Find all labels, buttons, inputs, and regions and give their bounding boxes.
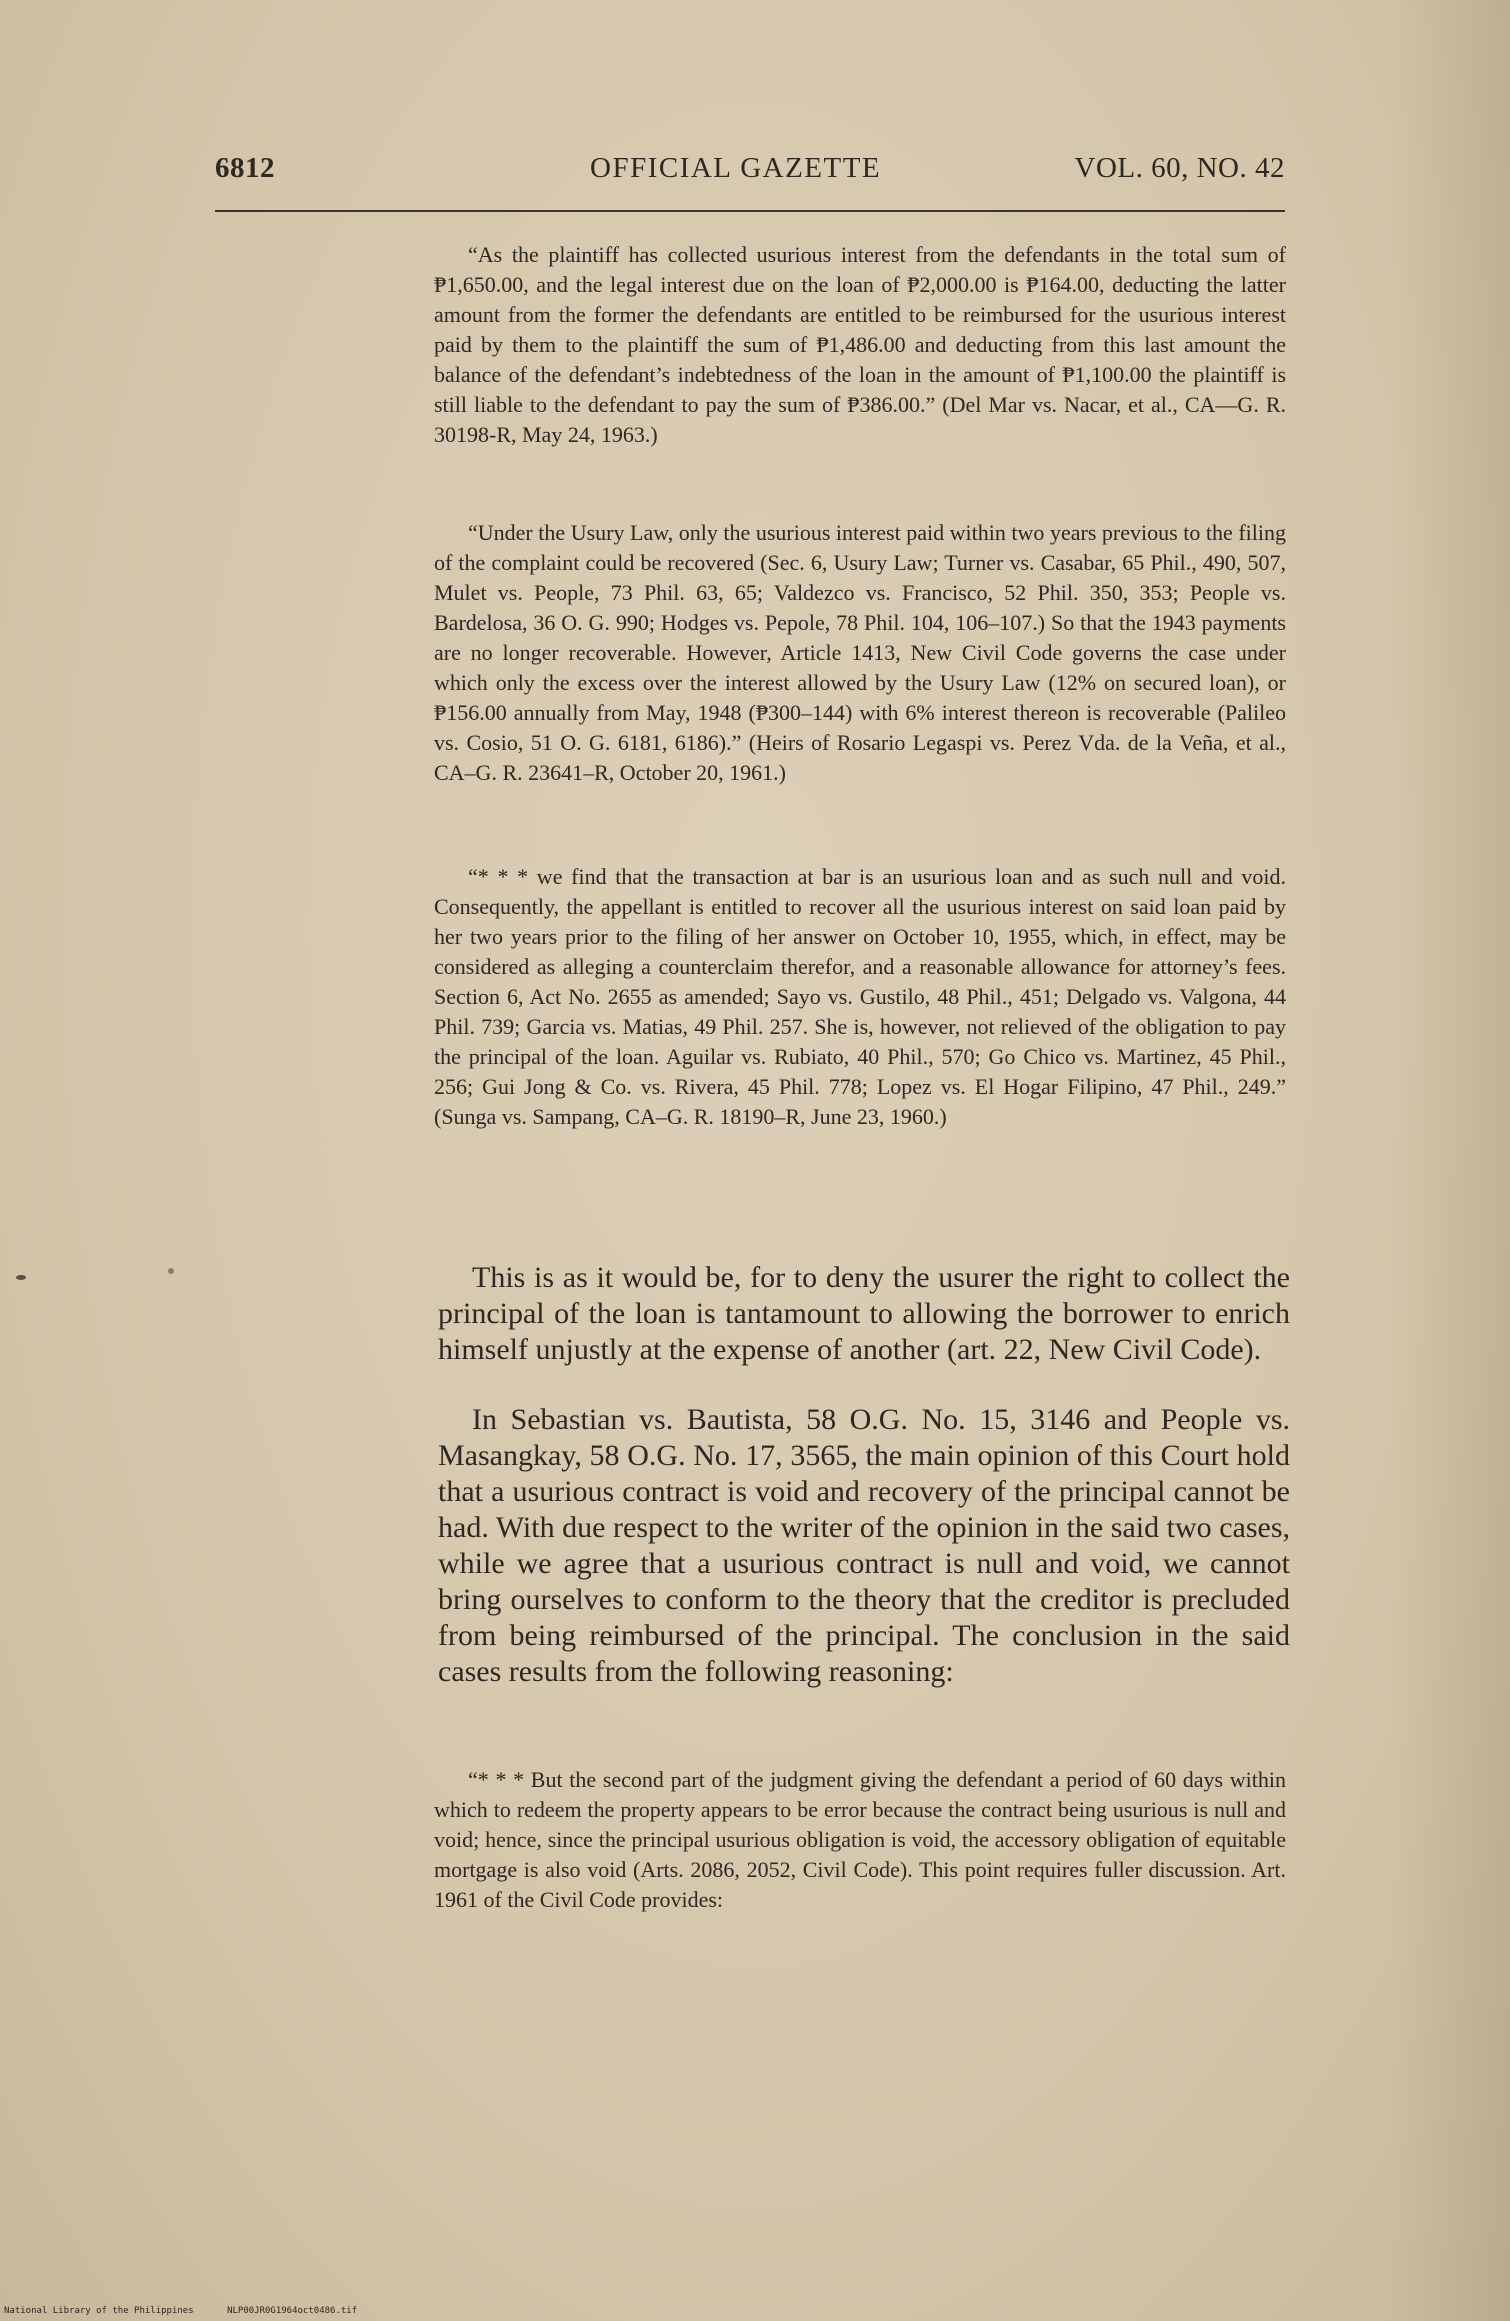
- file-identifier: NLP00JR0G1964oct0486.tif: [227, 2306, 358, 2316]
- quote-paragraph: “Under the Usury Law, only the usurious interest paid within two years previous to the filing of the complaint could be recovered (Sec. 6, Usury Law; Turner vs. Casabar, 65 Phil., 490, 507, Mulet vs. People, 73 Phil. 63, 65; Valdezco vs. Francisco, 52 Phil. 350, 353; People vs. Bardelosa, 36 O. G. 990; Hodges vs. Pepole, 78 Phil. 104, 106–107.) So that the 1943 payments are no longer recoverable. However, Article 1413, New Civil Code governs the case under which only the excess over the interest allowed by the Usury Law (12% on secured loan), or ₱156.00 annually from May, 1948 (₱300–144) with 6% interest thereon is recoverable (Palileo vs. Cosio, 51 O. G. 6181, 6186).” (Heirs of Rosario Legaspi vs. Perez Vda. de la Veña, et al., CA–G. R. 23641–R, October 20, 1961.): [434, 520, 1286, 785]
- running-header: [215, 152, 1285, 196]
- page-number: 6812: [215, 152, 275, 184]
- quote-legaspi: [434, 518, 1286, 788]
- body-paragraph-sebastian: [438, 1402, 1290, 1690]
- margin-speck: [16, 1275, 26, 1280]
- margin-speck: [168, 1268, 174, 1274]
- quote-paragraph: “* * * But the second part of the judgment giving the defendant a period of 60 days within which to redeem the property appears to be error because the contract being usurious is null and void; hence, since the principal usurious obligation is void, the accessory obligation of equitable mortgage is also void (Arts. 2086, 2052, Civil Code). This point requires fuller discussion. Art. 1961 of the Civil Code provides:: [434, 1767, 1286, 1912]
- quote-paragraph: “* * * we find that the transaction at bar is an usurious loan and as such null and void. Consequently, the appellant is entitled to recover all the usurious interest on said loan paid by her two years prior to the filing of her answer on October 10, 1955, which, in effect, may be considered as alleging a counterclaim therefor, and a reasonable allowance for attorney’s fees. Section 6, Act No. 2655 as amended; Sayo vs. Gustilo, 48 Phil., 451; Delgado vs. Valgona, 44 Phil. 739; Garcia vs. Matias, 49 Phil. 257. She is, however, not relieved of the obligation to pay the principal of the loan. Aguilar vs. Rubiato, 40 Phil., 570; Go Chico vs. Martinez, 45 Phil., 256; Gui Jong & Co. vs. Rivera, 45 Phil. 778; Lopez vs. El Hogar Filipino, 47 Phil., 249.” (Sunga vs. Sampang, CA–G. R. 18190–R, June 23, 1960.): [434, 864, 1286, 1129]
- quote-del-mar: [434, 240, 1286, 450]
- scan-footer: [4, 2306, 385, 2316]
- body-paragraph: In Sebastian vs. Bautista, 58 O.G. No. 15, 3146 and People vs. Masangkay, 58 O.G. No. 17, 3565, the main opinion of this Court hold that a usurious contract is void and recovery of the principal cannot be had. With due respect to the writer of the opinion in the said two cases, while we agree that a usurious contract is null and void, we cannot bring ourselves to conform to the theory that the creditor is precluded from being reimbursed of the principal. The conclusion in the said cases results from the following reasoning:: [438, 1403, 1290, 1688]
- quote-paragraph: “As the plaintiff has collected usurious interest from the defendants in the total sum of ₱1,650.00, and the legal interest due on the loan of ₱2,000.00 is ₱164.00, deducting the latter amount from the former the defendants are entitled to be reimbursed for the usurious interest paid by them to the plaintiff the sum of ₱1,486.00 and deducting from this last amount the balance of the defendant’s indebtedness of the loan in the amount of ₱1,100.00 the plaintiff is still liable to the defendant to pay the sum of ₱386.00.” (Del Mar vs. Nacar, et al., CA—G. R. 30198-R, May 24, 1963.): [434, 242, 1286, 447]
- volume-number: VOL. 60, NO. 42: [1074, 152, 1285, 184]
- quote-judgment-discussion: [434, 1765, 1286, 1915]
- page-edge-shadow: [1390, 0, 1510, 2321]
- publication-title: OFFICIAL GAZETTE: [590, 152, 882, 184]
- quote-sunga: [434, 862, 1286, 1132]
- library-credit: National Library of the Philippines: [4, 2306, 194, 2316]
- body-paragraph: This is as it would be, for to deny the usurer the right to collect the principal of the loan is tantamount to allowing the borrower to enrich himself unjustly at the expense of another (art. 22, New Civil Code).: [438, 1261, 1290, 1366]
- body-paragraph-unjust-enrichment: [438, 1260, 1290, 1368]
- header-rule: [215, 210, 1285, 212]
